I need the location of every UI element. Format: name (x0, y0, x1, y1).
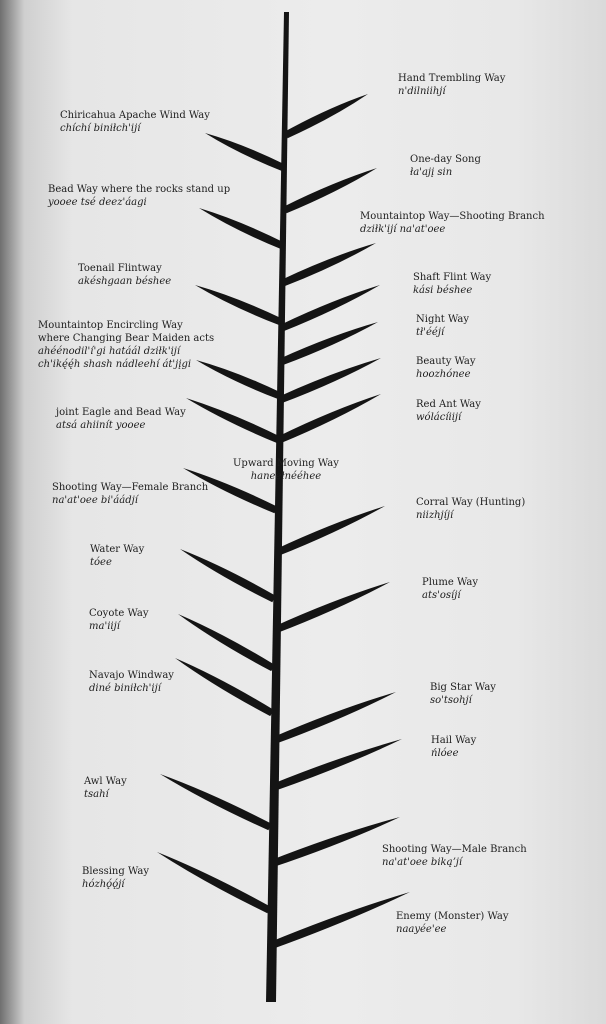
ceremony-navajo-name: diné biniłch'ijí (89, 683, 161, 694)
corral-way-branch (275, 506, 385, 556)
water-way-branch (180, 549, 276, 602)
plume-way-branch (274, 582, 390, 633)
ceremony-navajo-name: hózhǫ́ǫ́jí (82, 879, 125, 890)
ceremony-navajo-name: hoozhónee (416, 369, 471, 380)
ceremony-label-water-way (90, 543, 144, 569)
ceremony-english-name: One-day Song (410, 154, 481, 165)
ceremony-english-name: Water Way (90, 544, 145, 555)
ceremony-label-shooting-way-female-branch (52, 481, 208, 507)
ceremony-english-name: Chiricahua Apache Wind Way (60, 110, 210, 121)
ceremony-label-joint-eagle-and-bead-way (56, 406, 186, 432)
ceremony-english-name: Shaft Flint Way (413, 272, 492, 283)
ceremony-english-name: Blessing Way (82, 866, 149, 877)
ceremony-english-name: Corral Way (Hunting) (416, 497, 526, 508)
joint-eagle-and-bead-way-branch (186, 398, 281, 443)
ceremony-english-name: Bead Way where the rocks stand up (48, 184, 231, 195)
shooting-way-male-branch-branch (270, 817, 400, 867)
ceremony-navajo-name: niizhjíjí (416, 510, 454, 521)
ceremony-navajo-name: tł'ééjí (416, 327, 445, 338)
big-star-way-branch (272, 692, 396, 744)
ceremony-navajo-name: yooee tsé deez'áagi (48, 197, 147, 208)
night-way-branch (280, 322, 378, 365)
ceremony-english-name: Navajo Windway (89, 670, 174, 681)
bead-way-branch (199, 208, 285, 249)
ceremony-label-night-way (416, 313, 469, 339)
ceremony-navajo-name: ma'iijí (89, 621, 120, 632)
ceremony-english-name: Mountaintop Way—Shooting Branch (360, 211, 545, 222)
ceremony-english-name: Shooting Way—Female Branch (52, 482, 209, 493)
ceremony-english-name: Coyote Way (89, 608, 149, 619)
ceremony-english-name: Mountaintop Encircling Way (38, 320, 183, 331)
ceremony-label-red-ant-way (416, 398, 481, 424)
ceremony-english-name: Awl Way (84, 776, 127, 787)
ceremony-navajo-name: tóee (90, 557, 112, 568)
ceremony-label-upward-moving-way (233, 457, 339, 483)
ceremony-label-big-star-way (430, 681, 496, 707)
ceremony-label-coyote-way (89, 607, 148, 633)
ceremony-label-hand-trembling-way (398, 72, 505, 98)
ceremony-label-plume-way (422, 576, 478, 602)
ceremony-navajo-name: chíchí biniłch'ijí (60, 123, 141, 134)
hail-way-branch (271, 739, 402, 791)
ceremony-navajo-name: naayée'ee (396, 924, 447, 935)
ceremony-navajo-name: ńlóee (431, 748, 459, 759)
ceremony-navajo-name: akéshgaan béshee (78, 276, 172, 287)
ceremony-navajo-name: n'dilniihjí (398, 86, 446, 97)
ceremony-english-name: joint Eagle and Bead Way (56, 407, 186, 418)
ceremony-english-name: Red Ant Way (416, 399, 481, 410)
ceremony-navajo-name: kási béshee (413, 285, 473, 296)
ceremony-navajo-name: ła'ajį sin (410, 167, 453, 178)
beauty-way-branch (279, 358, 381, 403)
ceremony-label-chiricahua-apache-wind-way (60, 109, 210, 135)
enemy-way-branch (269, 892, 410, 949)
ceremony-english-name: Plume Way (422, 577, 478, 588)
ceremony-navajo-name: tsahí (84, 789, 109, 800)
ceremony-navajo-name: atsá ahiinít yooee (56, 420, 146, 431)
ceremony-label-mountaintop-encircling-way (38, 319, 214, 371)
ceremony-english-name-line2: where Changing Bear Maiden acts (38, 333, 215, 344)
ceremony-english-name: Upward Moving Way (233, 458, 339, 469)
ceremony-english-name: Toenail Flintway (78, 263, 162, 274)
ceremony-label-bead-way (48, 183, 230, 209)
ceremony-navajo-name: so'tsohjí (430, 695, 472, 706)
ceremony-label-corral-way (416, 496, 525, 522)
ceremony-label-hail-way (431, 734, 476, 760)
navajo-windway-branch (175, 658, 274, 716)
ceremony-english-name: Big Star Way (430, 682, 496, 693)
awl-way-branch (160, 774, 272, 830)
coyote-way-branch (178, 614, 275, 671)
ceremony-navajo-name: haneełnééhee (250, 471, 322, 482)
blessing-way-branch (157, 852, 271, 913)
red-ant-way-branch (278, 394, 382, 443)
ceremony-label-beauty-way (416, 355, 476, 381)
ceremony-label-blessing-way (82, 865, 149, 891)
ceremony-navajo-name: dziłk'ijí na'at'oee (360, 224, 446, 235)
mountaintop-way-shooting-branch-branch (282, 243, 376, 286)
shaft-flint-way-branch (281, 285, 380, 331)
ceremony-english-name: Beauty Way (416, 356, 476, 367)
ceremony-navajo-name: na'at'oee bikąʼjí (382, 857, 463, 868)
ceremony-navajo-name-line2: ch'ikę́ę́h shash nádleehí át'jįgi (38, 359, 192, 370)
ceremony-label-shaft-flint-way (413, 271, 491, 297)
chiricahua-apache-wind-way-branch (205, 133, 286, 171)
ceremony-label-enemy-way (396, 910, 509, 936)
ceremony-english-name: Hail Way (431, 735, 477, 746)
ceremony-english-name: Enemy (Monster) Way (396, 911, 509, 922)
ceremony-english-name: Night Way (416, 314, 470, 325)
ceremony-label-toenail-flintway (78, 262, 171, 288)
ceremony-navajo-name: ahéénodil'í'gi hatáál dziłk'ijí (38, 346, 181, 357)
ceremony-english-name: Hand Trembling Way (398, 73, 506, 84)
ceremony-label-shooting-way-male-branch (382, 843, 527, 869)
ceremony-label-mountaintop-way-shooting-branch (360, 210, 545, 236)
ceremony-label-awl-way (84, 775, 127, 801)
one-day-song-branch (284, 168, 378, 213)
ceremony-label-one-day-song (410, 153, 481, 179)
ceremony-navajo-name: wólácíiijí (416, 412, 462, 423)
ceremony-navajo-name: ats'osíjí (422, 590, 461, 601)
ceremony-english-name: Shooting Way—Male Branch (382, 844, 527, 855)
ceremony-label-navajo-windway (89, 669, 174, 695)
ceremony-navajo-name: na'at'oee bi'áádjí (52, 495, 138, 506)
hand-trembling-way-branch (284, 94, 368, 138)
